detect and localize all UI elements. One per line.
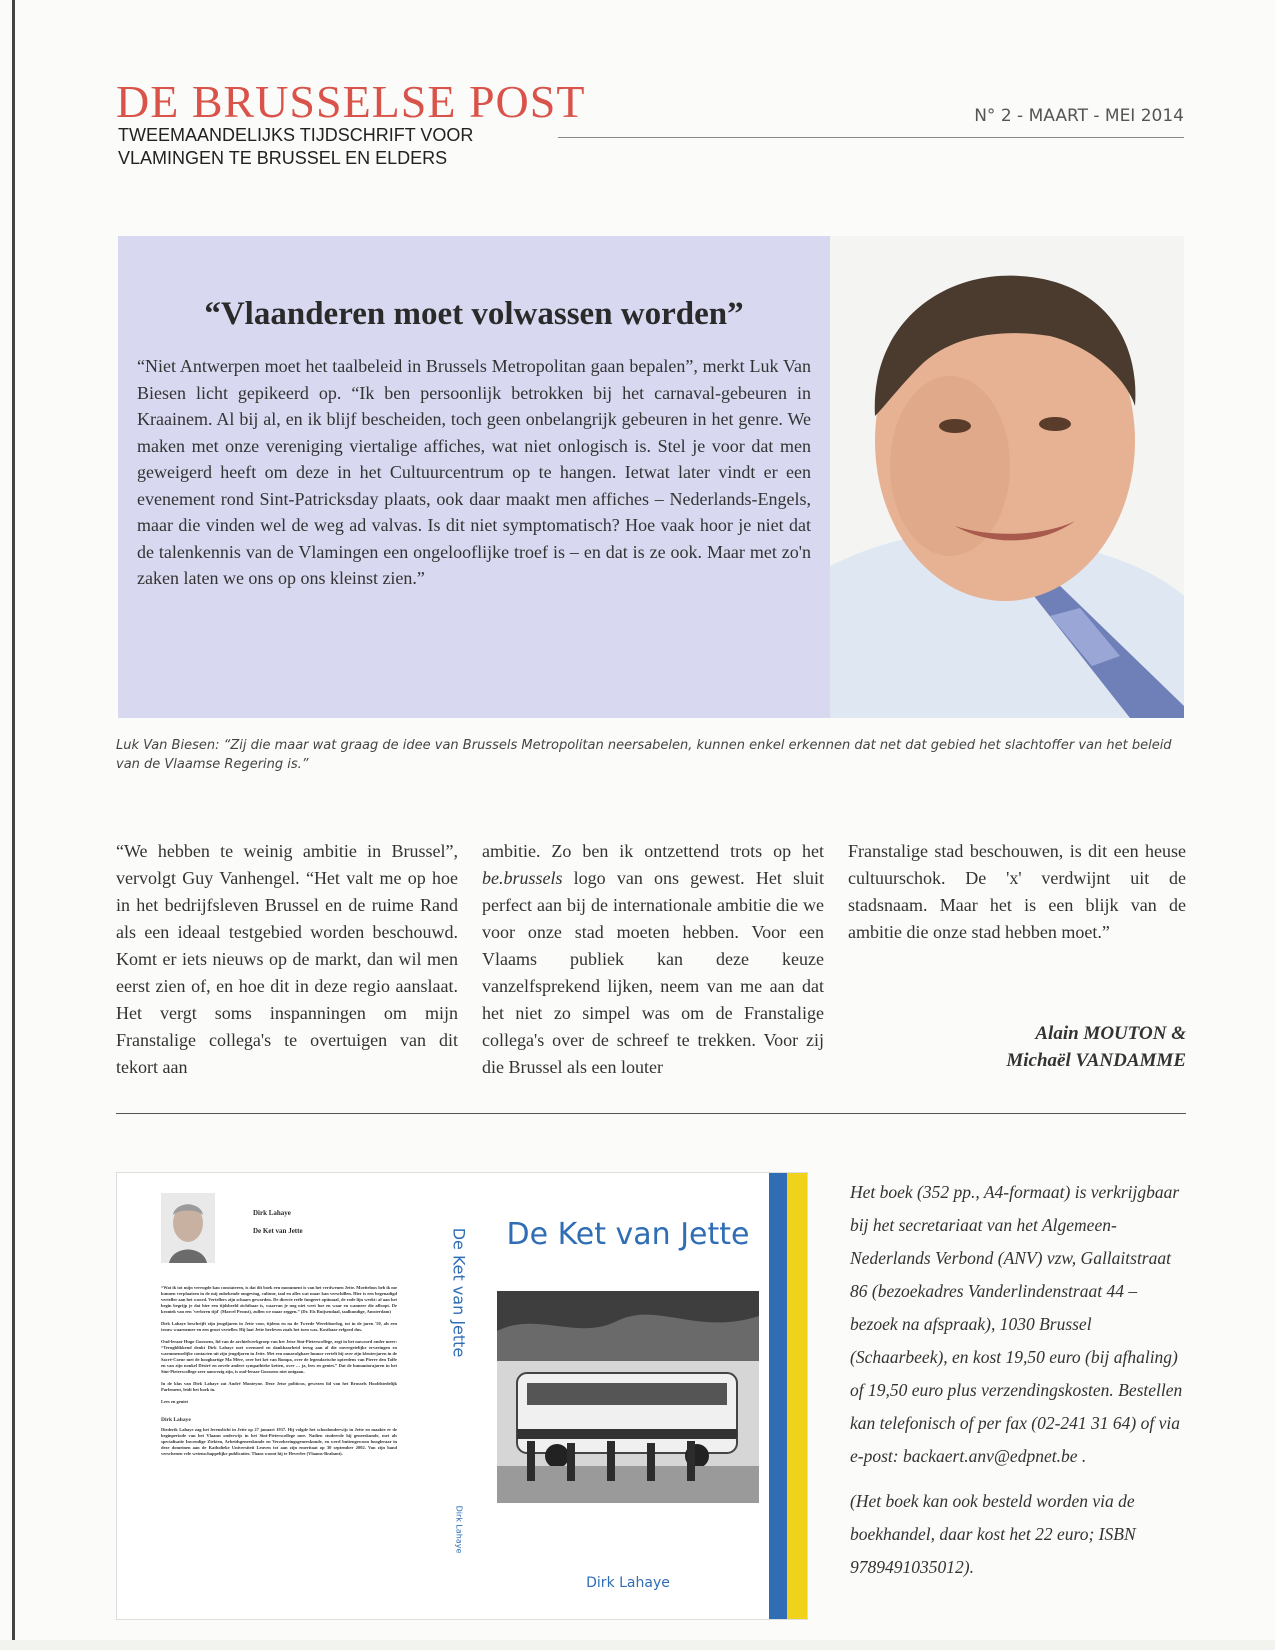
photo-eye-right [1039,417,1071,431]
masthead-title: DE BRUSSELSE POST [116,76,586,127]
masthead-subtitle-line2: VLAMINGEN TE BRUSSEL EN ELDERS [118,148,448,168]
author-line-1: Alain MOUTON & [1035,1023,1186,1044]
masthead-subtitle-line1: TWEEMAANDELIJKS TIJDSCHRIFT VOOR [118,125,474,145]
author-line-2: Michaël VANDAMME [1006,1050,1186,1071]
section-separator [116,1113,1186,1114]
photo-face-shade [890,376,1010,556]
back-cover-author: Dirk Lahaye [253,1209,291,1217]
page-edge-bar [12,0,15,1650]
book-info [850,1176,1186,1596]
cover-yellow-stripe [787,1173,807,1619]
article-col2-rest: logo van ons gewest. Het sluit perfect aan bij de internationale ambitie die we voor onze stad moeten hebben. Voor een Vlaams publiek kan deze keuze vanzelfsprekend lijken, neem van me aan dat het niet zo simpel was om de Franstalige collega's over de schreef te trekken. Voor zij die Brussel als een louter [482,868,824,1077]
masthead-subtitle [118,124,473,170]
book-info-paragraph: Het boek (352 pp., A4-formaat) is verkrijgbaar bij het secretariaat van het Algemeen-Nederlands Verbond (ANV) vzw, Gallaitstraat 86 (bezoekadres Vanderlindenstraat 44 – bezoek na afspraak), 1030 Brussel (Schaarbeek), en kost 19,50 euro (bij afhaling) of 19,50 euro plus verzendingskosten. Bestellen kan telefonisch of per fax (02-241 31 64) of via e-post: backaert.anv@edpnet.be . [850,1182,1183,1466]
book-cover-spread [116,1172,808,1620]
article-column-1: “We hebben te weinig ambitie in Brussel”, vervolgt Guy Vanhengel. “Het valt me op hoe in het bedrijfsleven Brussel en de ruime Rand als een ideaal testgebied worden beschouwd. Komt er iets nieuws op de markt, dan wil men eerst zien of, en hoe dit in deze regio aanslaat. Het vergt soms inspanningen om mijn Franstalige collega's te overtuigen van dit tekort aan [116,841,458,1077]
back-cover-bio-title: Dirk Lahaye [161,1417,191,1423]
back-cover-paragraph: In de klas van Dirk Lahaye zat André Monteyne. Deze Jetse politicus, gewezen lid van het Brussels Hoofdstedelijk Parlement, leidt het boek in. [161,1381,397,1392]
back-cover-paragraph: Lees en geniet [161,1399,188,1404]
back-cover-paragraph: Oud-leraar Hugo Goossens, lid van de archiefwerkgroep van het Jetse Sint-Pieterscollege, zegt in het nawoord onder meer: “Terugblikkend denkt Dirk Lahaye met weemoed en dankbaarheid terug aan al die onvergetelijke ervaringen en warmmenselijke contacten uit zijn jeugdjaren in Jette. Met een onnavolgbare humor vertelt hij over zijn kleuterjaren in de Sacré-Coeur met de hoogbartige Ma Mère, over het ket van Bompa, over de legendarische optredens van Pierre den Toffe en van zijn nonkel Désiré en zovele andere sympathieke ketten, over … ja, lees en geniet.” Dat de humaniorajaren in het Sint-Pieterscollege zeer aanwezig zijn, is oud-leraar Goossens niet ontgaan. [161,1339,397,1374]
interview-body: “Niet Antwerpen moet het taalbeleid in Brussels Metropolitan gaan bepalen”, merkt Luk Van Biesen licht gepikeerd op. “Ik ben persoonlijk betrokken bij het carnaval-gebeuren in Kraainem. Al bij al, en ik blijf bescheiden, toch geen onbelangrijk gebeuren in het genre. We maken met onze vereniging viertalige affiches, wat niet onlogisch is. Stel je voor dat men geweigerd heeft om deze in het Cultuurcentrum op te hangen. Ietwat later vindt er een evenement rond Sint-Patricksday plaats, ook daar maakt men affiches – Nederlands-Engels, maar die vinden wel de weg ad valvas. Is dit niet symptomatisch? Hoe vaak hoor je niet dat de talenkennis van de Vlamingen een ongelooflijke troef is – en dat is ze ook. Maar met zo'n zaken laten we ons op ons kleinst zien.” [137,356,811,588]
issue-label: N° 2 - MAART - MEI 2014 [974,106,1184,126]
article-column-2 [482,838,824,1081]
photo-eye-left [939,419,971,433]
article-col2-start: ambitie. Zo ben ik ontzettend trots op het [482,841,824,861]
author-photo [161,1193,215,1263]
portrait-photo [830,236,1184,718]
back-cover-title: De Ket van Jette [253,1227,303,1235]
spine-author: Dirk Lahaye [454,1505,464,1554]
book-info-paragraph: (Het boek kan ook besteld worden via de boekhandel, daar kost het 22 euro; ISBN 9789491035012). [850,1491,1136,1577]
page-bottom-edge [0,1640,1275,1650]
back-cover-text [161,1285,397,1457]
front-cover-author: Dirk Lahaye [586,1575,670,1591]
cover-bus-photo [497,1291,759,1503]
interview-headline: “Vlaanderen moet volwassen worden” [204,296,744,332]
back-cover-paragraph: “Wat ik tot mijn verrugde kan constateren, is dat dit boek een monument is van het verdwenen Jette. Moeiteloos heb ik me kunnen verplaatsen in de mij onbekende omgeving, cultuur, taal en alles wat maar kan verschillen. Hier is een begenadigd verteller aan het woord. Vertellers zijn schaars geworden. De directe reële fungeert optimaal, de rode lijn werkt: al aan het begin begrijp je dat hier een tijdsbeeld zichtbaar is, waarvan je nog niet weet hoe en waar en wanneer die afloopt. De kroniek van een 'verloren tijd' (Marcel Proust), zullen we maar zeggen.” (Dr. Els Ruijsendaal, taalkundige, Amsterdam) [161,1285,397,1314]
article-authors [930,1020,1186,1074]
back-cover-bio: Diederik Lahaye zag het levenslicht in Jette op 27 januari 1937. Hij volgde het schoolonderwijs in Jette en maakte er de beginperiode van het Vlaams onderwijs in het Sint-Pieterscollege mee. Nadien studeerde hij geneeskunde, met als specialisatie Inwendige Ziekten, Arbeidsgeneeskunde en Verzekeringsgeneeskunde, en werd buitengewoon hoogleraar in deze domeinen aan de Katholieke Universiteit Leuven tot aan zijn emeritaat op 30 september 2002. Van zijn hand verschenen vele wetenschappelijke publicaties. Thans woont hij te Heverlee (Vlaams-Brabant). [161,1427,397,1456]
book-spine [435,1173,483,1619]
article-column-3: Franstalige stad beschouwen, is dit een heuse cultuurschok. De 'x' verdwijnt uit de stadsnaam. Maar het is een blijk van de ambitie die onze stad hebben moet.” [848,841,1186,942]
cover-blue-stripe [769,1173,787,1619]
spine-title: De Ket van Jette [449,1227,469,1358]
photo-caption: Luk Van Biesen: “Zij die maar wat graag de idee van Brussels Metropolitan neersabelen, kunnen enkel erkennen dat net dat gebied het slachtoffer van het beleid van de Vlaamse Regering is.” [116,738,1172,772]
front-cover-title: De Ket van Jette [506,1217,750,1252]
header-rule [558,137,1184,138]
article-col2-italic: be.brussels [482,868,563,888]
back-cover-paragraph: Dirk Lahaye beschrijft zijn jeugdjaren in Jette voor, tijdens en na de Tweede Wereldoorlog, tot in de jaren '50, als een trouw waarnemer en een groot verteller. Hij laat Jette herleven zoals het toen was. Kostbaar erfgoed dus. [161,1321,397,1332]
